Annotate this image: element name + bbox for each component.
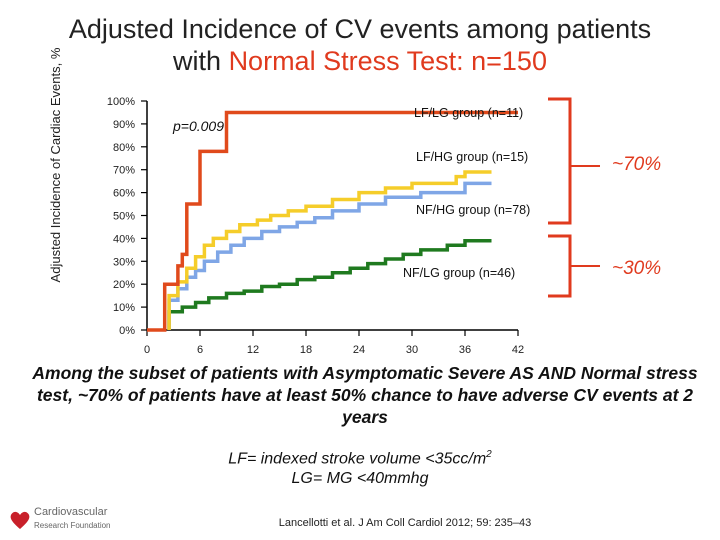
x-tick-label: 30 (405, 344, 419, 356)
legend-label-nflg: NF/LG group (n=46) (403, 266, 516, 280)
title-prefix: with (173, 46, 229, 76)
y-axis-label: Adjusted Incidence of Cardiac Events, % (48, 47, 63, 283)
y-tick-label: 40% (112, 233, 135, 246)
bracket-upper (548, 99, 570, 223)
crf-logo (6, 502, 166, 538)
definition-lg: LG= MG <40mmhg (291, 470, 429, 487)
x-tick-label: 12 (246, 344, 260, 356)
y-tick-label: 90% (112, 118, 135, 131)
y-tick-label: 0% (119, 325, 135, 337)
y-tick-label: 20% (112, 279, 135, 292)
x-tick-label: 42 (511, 344, 525, 356)
y-tick-label: 70% (112, 164, 135, 177)
heart-icon (8, 508, 32, 532)
definition-lf-text: LF= indexed stroke volume <35cc/m (228, 450, 487, 468)
x-tick-label: 24 (352, 344, 366, 356)
x-tick-label: 36 (458, 344, 472, 356)
y-tick-label: 60% (112, 187, 135, 200)
y-tick-label: 30% (112, 256, 135, 269)
summary-text: Among the subset of patients with Asymptomatic Severe AS AND Normal stress test, ~70% of patients have at least 50% chance to have adverse CV events at 2 years (32, 363, 698, 427)
x-tick-label: 6 (196, 344, 204, 356)
y-tick-label: 10% (112, 302, 135, 315)
logo-line2: Research Foundation (34, 521, 111, 530)
logo-text (34, 506, 111, 532)
slide-title-line1: Adjusted Incidence of CV events among patients (68, 14, 652, 44)
legend-label-lfhg: LF/HG group (n=15) (416, 150, 529, 164)
p-value: p=0.009 (173, 118, 224, 134)
legend-label-lflg: LF/LG group (n=11) (414, 106, 524, 120)
y-tick-label: 50% (112, 210, 135, 223)
definition-lf-superscript: 2 (486, 449, 492, 460)
legend-label-nfhg: NF/HG group (n=78) (416, 203, 531, 217)
citation: Lancellotti et al. J Am Coll Cardiol 2012; 59: 235–43 (278, 517, 532, 529)
bracket-upper-percent: ~70% (612, 154, 662, 175)
title-highlight: Normal Stress Test: n=150 (228, 46, 547, 76)
bracket-lower-percent: ~30% (612, 258, 662, 279)
series-line-lf-lg (147, 113, 518, 331)
y-tick-label: 100% (106, 96, 135, 108)
x-tick-label: 18 (299, 344, 313, 356)
logo-line1: Cardiovascular (34, 506, 108, 518)
definition-lf (0, 449, 720, 468)
bracket-lower (548, 236, 570, 296)
x-tick-label: 0 (143, 344, 151, 356)
y-tick-label: 80% (112, 141, 135, 154)
